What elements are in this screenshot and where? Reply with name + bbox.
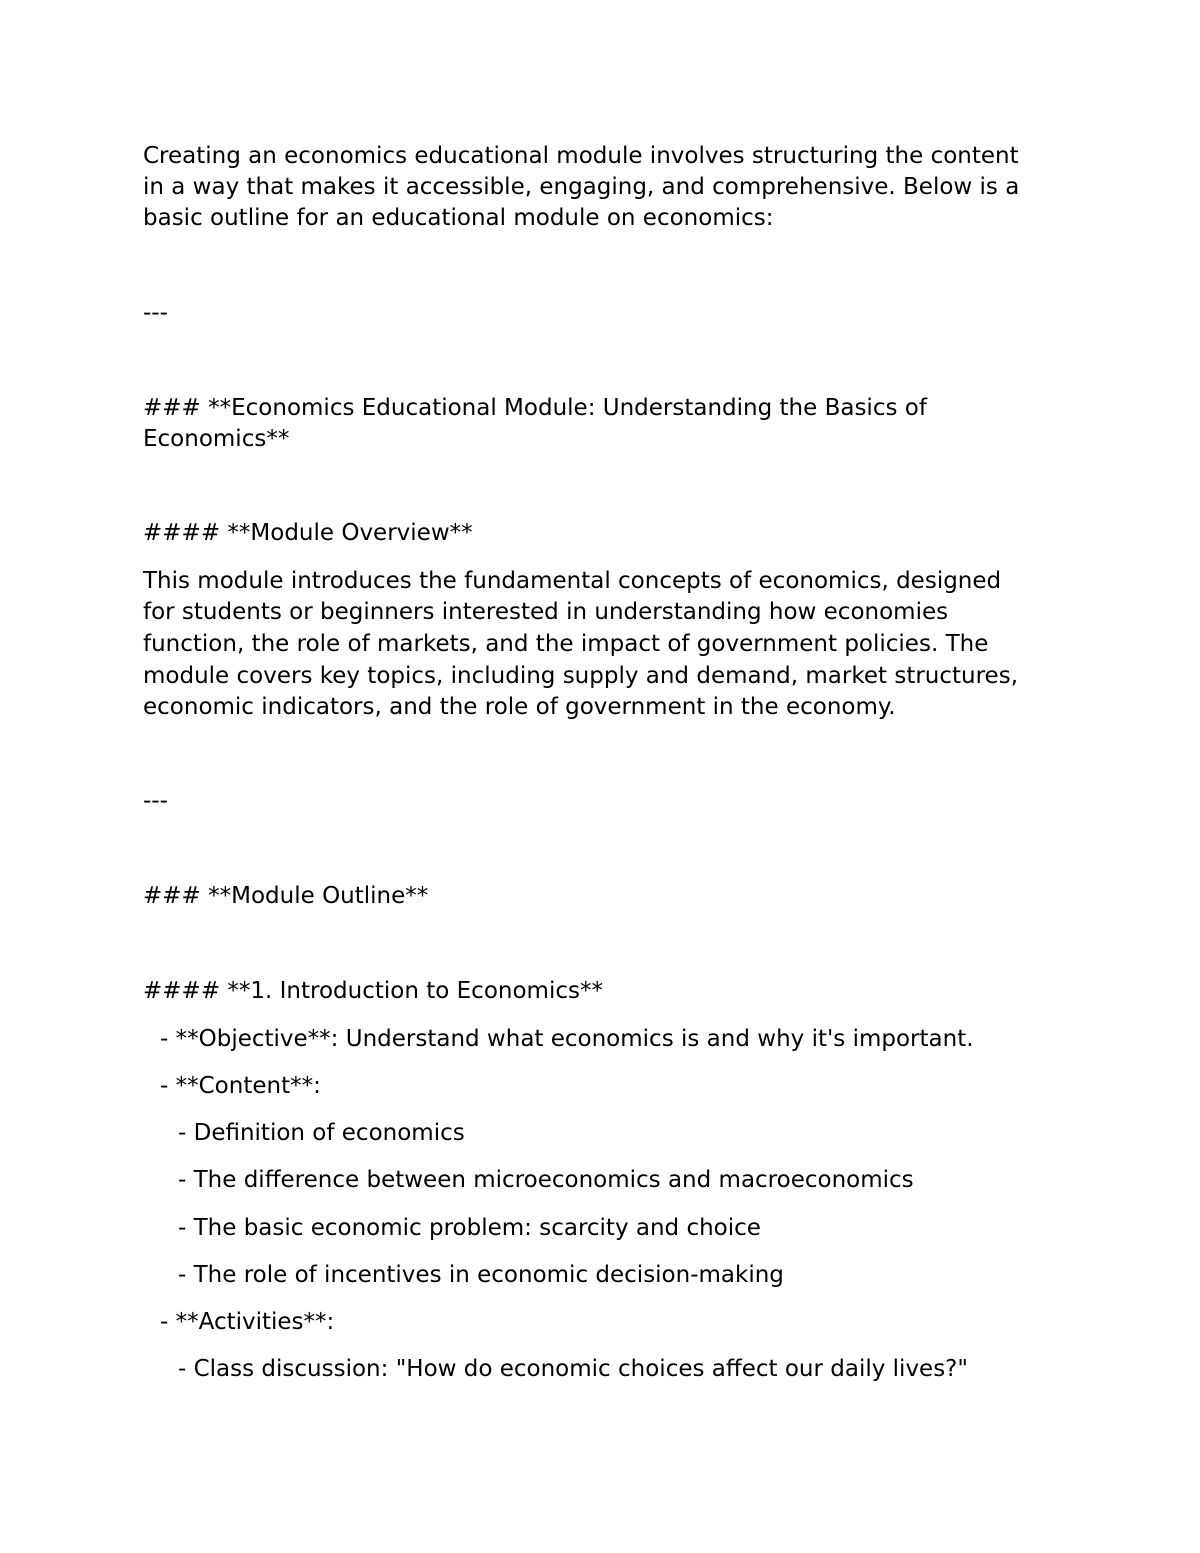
content-item: - Definition of economics	[178, 1120, 465, 1146]
content-item: - The role of incentives in economic decision-making	[178, 1262, 784, 1288]
overview-line: for students or beginners interested in understanding how economies	[143, 599, 949, 625]
content-item: - The basic economic problem: scarcity and choice	[178, 1215, 761, 1241]
outline-heading: ### **Module Outline**	[143, 883, 429, 909]
separator: ---	[143, 300, 168, 326]
activity-item: - Class discussion: "How do economic choices affect our daily lives?"	[178, 1356, 968, 1382]
overview-line: This module introduces the fundamental concepts of economics, designed	[143, 568, 1002, 594]
activities-label: - **Activities**:	[160, 1309, 335, 1335]
overview-line: function, the role of markets, and the impact of government policies. The	[143, 631, 989, 657]
content-label: - **Content**:	[160, 1073, 321, 1099]
separator: ---	[143, 788, 168, 814]
overview-line: module covers key topics, including supply and demand, market structures,	[143, 663, 1018, 689]
overview-line: economic indicators, and the role of government in the economy.	[143, 694, 896, 720]
document-title: Economics**	[143, 426, 290, 452]
overview-heading: #### **Module Overview**	[143, 520, 473, 546]
section-heading: #### **1. Introduction to Economics**	[143, 978, 603, 1004]
intro-line: Creating an economics educational module involves structuring the content	[143, 143, 1019, 169]
intro-line: basic outline for an educational module on economics:	[143, 205, 774, 231]
content-item: - The difference between microeconomics and macroeconomics	[178, 1167, 914, 1193]
document-title: ### **Economics Educational Module: Understanding the Basics of	[143, 395, 927, 421]
intro-line: in a way that makes it accessible, engaging, and comprehensive. Below is a	[143, 174, 1020, 200]
objective-item: - **Objective**: Understand what economics is and why it's important.	[160, 1026, 974, 1052]
